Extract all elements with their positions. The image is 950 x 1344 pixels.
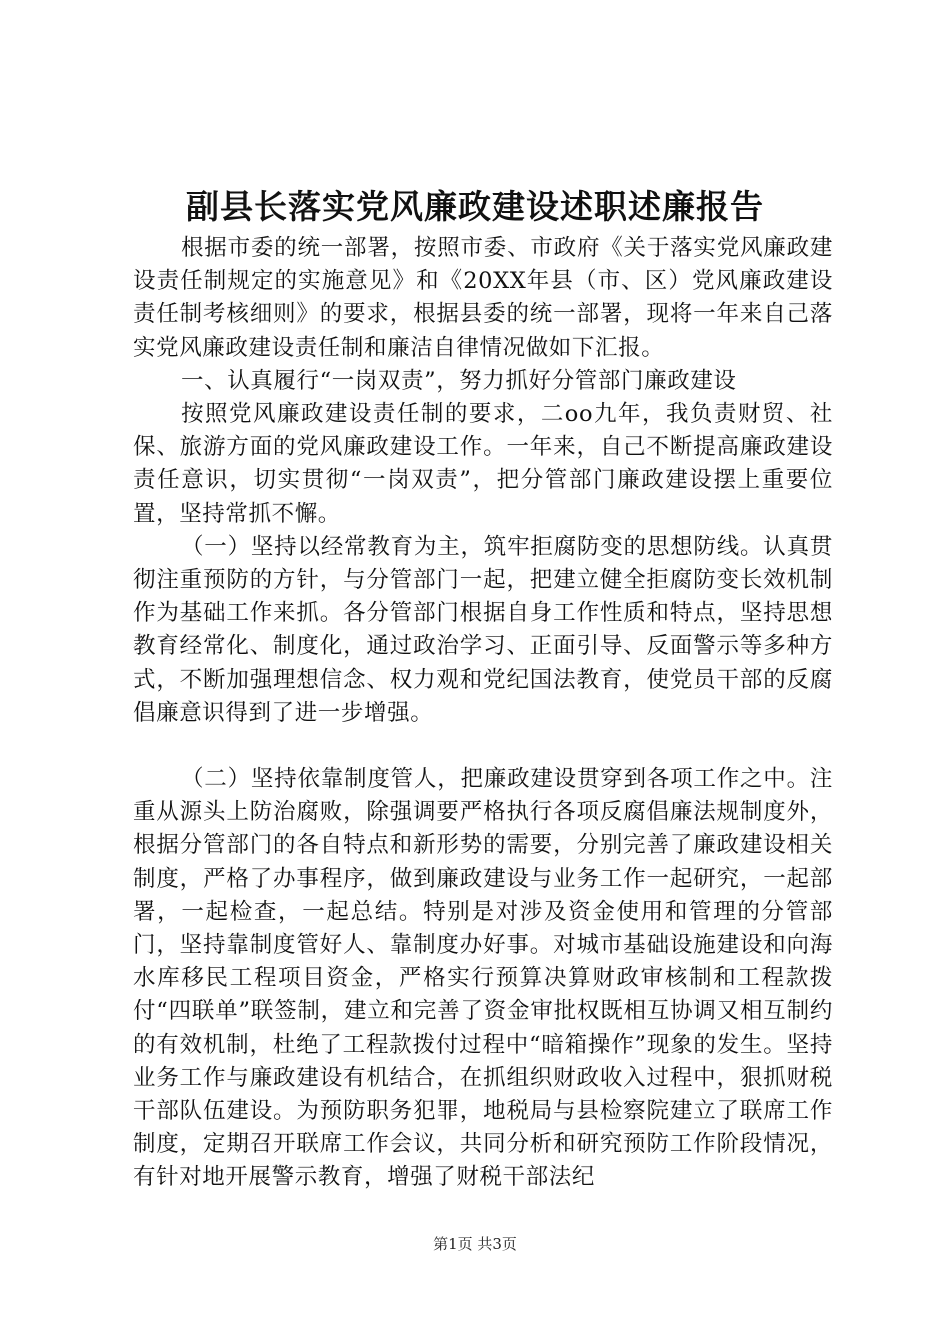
document-body — [133, 232, 833, 1195]
subsection-2-paragraph: （二）坚持依靠制度管人，把廉政建设贯穿到各项工作之中。注重从源头上防治腐败，除强调要严格执行各项反腐倡廉法规制度外，根据分管部门的各自特点和新形势的需要，分别完善了廉政建设相关制度，严格了办事程序，做到廉政建设与业务工作一起研究，一起部署，一起检查，一起总结。特别是对涉及资金使用和管理的分管部门，坚持靠制度管好人、靠制度办好事。对城市基础设施建设和向海水库移民工程项目资金，严格实行预算决算财政审核制和工程款拨付“四联单”联签制，建立和完善了资金审批权既相互协调又相互制约的有效机制，杜绝了工程款拨付过程中“暗箱操作”现象的发生。坚持业务工作与廉政建设有机结合，在抓组织财政收入过程中，狠抓财税干部队伍建设。为预防职务犯罪，地税局与县检察院建立了联席工作制度，定期召开联席工作会议，共同分析和研究预防工作阶段情况，有针对地开展警示教育，增强了财税干部法纪 — [133, 766, 833, 1191]
section-1-paragraph: 按照党风廉政建设责任制的要求，二oo九年，我负责财贸、社保、旅游方面的党风廉政建设工作。一年来，自己不断提高廉政建设责任意识，切实贯彻“一岗双责”，把分管部门廉政建设摆上重要位置，坚持常抓不懈。 — [133, 401, 833, 527]
paragraph-gap — [133, 730, 833, 763]
document-title: 副县长落实党风廉政建设述职述廉报告 — [186, 187, 764, 226]
intro-paragraph: 根据市委的统一部署，按照市委、市政府《关于落实党风廉政建设责任制规定的实施意见》和《20XX年县（市、区）党风廉政建设责任制考核细则》的要求，根据县委的统一部署，现将一年来自己落实党风廉政建设责任制和廉洁自律情况做如下汇报。 — [133, 235, 833, 361]
subsection-1-paragraph: （一）坚持以经常教育为主，筑牢拒腐防变的思想防线。认真贯彻注重预防的方针，与分管部门一起，把建立健全拒腐防变长效机制作为基础工作来抓。各分管部门根据自身工作性质和特点，坚持思想教育经常化、制度化，通过政治学习、正面引导、反面警示等多种方式，不断加强理想信念、权力观和党纪国法教育，使党员干部的反腐倡廉意识得到了进一步增强。 — [133, 533, 833, 726]
section-heading-1: 一、认真履行“一岗双责”，努力抓好分管部门廉政建设 — [181, 367, 737, 394]
page-footer: 第1页 共3页 — [433, 1235, 517, 1253]
